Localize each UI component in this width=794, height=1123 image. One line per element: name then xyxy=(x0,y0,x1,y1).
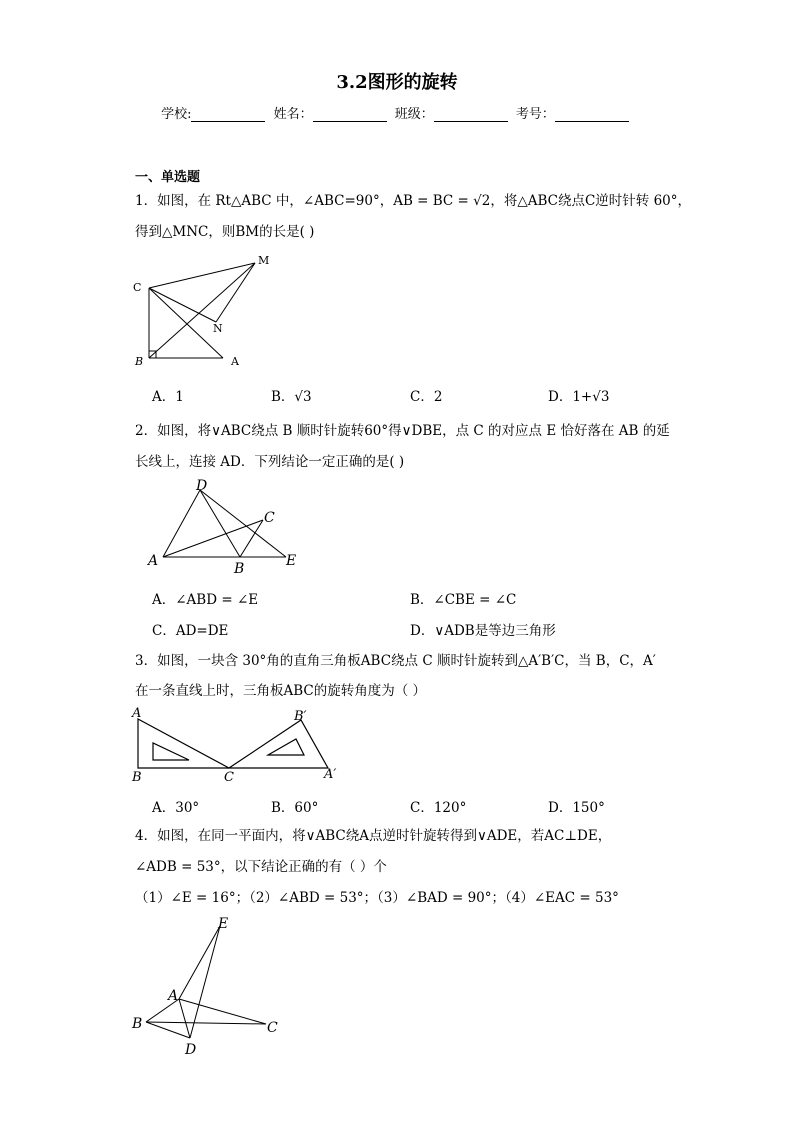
page-title: 3.2图形的旋转 xyxy=(336,72,458,93)
segment-ac xyxy=(163,520,263,557)
label-b: B xyxy=(234,561,245,577)
segment-bc xyxy=(146,1022,266,1024)
q2-option-a[interactable]: A．∠ABD = ∠E xyxy=(152,592,259,608)
q2-option-b[interactable]: B．∠CBE = ∠C xyxy=(410,592,517,608)
q3-option-a[interactable]: A．30° xyxy=(152,800,200,816)
label-d: D xyxy=(185,1042,197,1058)
segment-ad xyxy=(179,999,190,1038)
segment-ea xyxy=(179,926,220,999)
label-c: C xyxy=(264,510,275,526)
label-a: A xyxy=(231,355,239,368)
question-3-line-2: 在一条直线上时，三角板ABC的旋转角度为（ ） xyxy=(135,683,427,699)
question-3-line-1: 3．如图，一块含 30°角的直角三角板ABC绕点 C 顺时针旋转到△A′B′C，当 B，C，A′ xyxy=(135,653,656,669)
q1-option-b[interactable]: B．√3 xyxy=(271,389,312,405)
question-4-line-2: ∠ADB = 53°，以下结论正确的有（ ）个 xyxy=(135,859,387,875)
segment-cn xyxy=(149,288,216,322)
label-n: N xyxy=(213,322,223,335)
question-1-line-2: 得到△MNC，则BM的长是( ) xyxy=(135,224,315,240)
label-a: A xyxy=(148,553,159,569)
question-4-line-1: 4．如图，在同一平面内，将∨ABC绕A点逆时针旋转得到∨ADE，若AC⊥DE， xyxy=(135,828,612,844)
school-label: 学校: xyxy=(161,107,192,122)
q3-option-d[interactable]: D．150° xyxy=(548,800,605,816)
q2-option-d[interactable]: D．∨ADB是等边三角形 xyxy=(410,623,556,639)
student-info-line xyxy=(0,103,794,122)
question-4-line-3: （1）∠E = 16°；（2）∠ABD = 53°；（3）∠BAD = 90°；（4）∠EAC = 53° xyxy=(135,890,619,906)
triangle-a2b2c-inner xyxy=(268,739,304,755)
segment-bm xyxy=(149,263,255,358)
question-2-line-1: 2．如图，将∨ABC绕点 B 顺时针旋转60°得∨DBE，点 C 的对应点 E 恰好落在 AB 的延 xyxy=(135,423,670,439)
label-c: C xyxy=(224,770,234,785)
name-blank[interactable] xyxy=(313,108,387,122)
question-2-line-2: 长线上，连接 AD．下列结论一定正确的是( ) xyxy=(135,454,405,470)
question-3-figure xyxy=(128,703,348,788)
label-b: B xyxy=(135,355,144,368)
q1-option-d[interactable]: D．1+√3 xyxy=(548,389,610,405)
question-1-line-1: 1．如图，在 Rt△ABC 中，∠ABC=90°，AB = BC = √2，将△ABC绕点C逆时针转 60°， xyxy=(135,193,692,209)
name-label: 姓名： xyxy=(273,107,313,122)
segment-ad xyxy=(163,490,200,557)
label-e: E xyxy=(286,553,297,569)
label-a-prime: A′ xyxy=(324,767,337,782)
label-c: C xyxy=(267,1020,278,1036)
question-1-figure xyxy=(128,250,288,375)
label-e: E xyxy=(218,916,229,932)
number-label: 考号： xyxy=(515,107,555,122)
segment-cb xyxy=(240,520,263,557)
triangle-abc xyxy=(138,719,229,768)
label-m: M xyxy=(258,254,270,267)
triangle-a2b2c xyxy=(229,720,328,768)
label-d: D xyxy=(196,478,208,494)
class-blank[interactable] xyxy=(434,108,508,122)
class-label: 班级： xyxy=(394,107,434,122)
label-b: B xyxy=(132,770,142,785)
section-heading: 一、单选题 xyxy=(135,170,201,185)
label-a: A xyxy=(168,988,179,1004)
label-b: B xyxy=(132,1016,143,1032)
label-a: A xyxy=(132,706,142,721)
segment-ed xyxy=(190,926,220,1038)
number-blank[interactable] xyxy=(555,108,629,122)
q3-option-c[interactable]: C．120° xyxy=(410,800,467,816)
segment-bd xyxy=(146,1022,190,1038)
school-blank[interactable] xyxy=(191,108,265,122)
segment-db xyxy=(200,490,240,557)
question-2-figure xyxy=(140,475,315,580)
label-c: C xyxy=(133,281,142,294)
q3-option-b[interactable]: B．60° xyxy=(271,800,319,816)
segment-ac xyxy=(179,999,266,1024)
question-4-figure xyxy=(128,912,293,1062)
q1-option-a[interactable]: A．1 xyxy=(152,389,184,405)
label-b-prime: B′ xyxy=(294,709,307,724)
q2-option-c[interactable]: C．AD=DE xyxy=(152,623,229,639)
q1-option-c[interactable]: C．2 xyxy=(410,389,443,405)
triangle-abc-inner xyxy=(153,743,189,760)
segment-cm xyxy=(149,263,255,288)
